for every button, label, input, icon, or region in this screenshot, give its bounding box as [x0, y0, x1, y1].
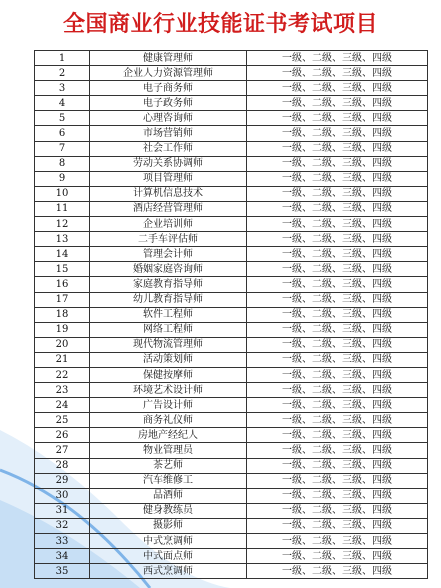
certificate-name: 茶艺师 [90, 458, 247, 473]
certificate-levels: 一级、二级、三级、四级 [247, 337, 428, 352]
certificate-levels: 一级、二级、三级、四级 [247, 156, 428, 171]
certificate-levels: 一级、二级、三级、四级 [247, 443, 428, 458]
table-row [35, 171, 428, 186]
certificate-name: 家庭教育指导师 [90, 277, 247, 292]
table-row [35, 111, 428, 126]
certificate-levels: 一级、二级、三级、四级 [247, 322, 428, 337]
row-number: 6 [35, 126, 90, 141]
table-row [35, 81, 428, 96]
certificate-name: 酒店经营管理师 [90, 201, 247, 216]
row-number: 13 [35, 232, 90, 247]
certificate-levels: 一级、二级、三级、四级 [247, 171, 428, 186]
table-row [35, 262, 428, 277]
certificate-name: 活动策划师 [90, 352, 247, 367]
row-number: 28 [35, 458, 90, 473]
certificate-name: 品酒师 [90, 488, 247, 503]
row-number: 34 [35, 549, 90, 564]
certificate-levels: 一级、二级、三级、四级 [247, 383, 428, 398]
certificate-levels: 一级、二级、三级、四级 [247, 398, 428, 413]
table-row [35, 217, 428, 232]
table-row [35, 367, 428, 382]
certificate-name: 市场营销师 [90, 126, 247, 141]
table-row [35, 473, 428, 488]
table-row [35, 383, 428, 398]
row-number: 30 [35, 488, 90, 503]
row-number: 31 [35, 503, 90, 518]
certificate-name: 婚姻家庭咨询师 [90, 262, 247, 277]
table-row [35, 307, 428, 322]
row-number: 24 [35, 398, 90, 413]
table-row [35, 337, 428, 352]
certificate-levels: 一级、二级、三级、四级 [247, 473, 428, 488]
row-number: 15 [35, 262, 90, 277]
certificate-name: 现代物流管理师 [90, 337, 247, 352]
certificate-levels: 一级、二级、三级、四级 [247, 518, 428, 533]
certificate-name: 保健按摩师 [90, 367, 247, 382]
certificate-name: 电子商务师 [90, 81, 247, 96]
certificate-table [34, 50, 428, 579]
row-number: 1 [35, 51, 90, 66]
table-row [35, 534, 428, 549]
certificate-table-body [35, 51, 428, 579]
certificate-levels: 一级、二级、三级、四级 [247, 277, 428, 292]
row-number: 3 [35, 81, 90, 96]
row-number: 29 [35, 473, 90, 488]
certificate-name: 企业人力资源管理师 [90, 66, 247, 81]
certificate-levels: 一级、二级、三级、四级 [247, 503, 428, 518]
table-row [35, 518, 428, 533]
table-row [35, 443, 428, 458]
table-row [35, 141, 428, 156]
table-row [35, 458, 428, 473]
table-row [35, 564, 428, 579]
table-row [35, 413, 428, 428]
certificate-name: 软件工程师 [90, 307, 247, 322]
certificate-name: 中式面点师 [90, 549, 247, 564]
certificate-name: 商务礼仪师 [90, 413, 247, 428]
row-number: 33 [35, 534, 90, 549]
certificate-name: 项目管理师 [90, 171, 247, 186]
table-row [35, 488, 428, 503]
certificate-levels: 一级、二级、三级、四级 [247, 96, 428, 111]
table-row [35, 51, 428, 66]
certificate-name: 汽车维修工 [90, 473, 247, 488]
row-number: 26 [35, 428, 90, 443]
row-number: 17 [35, 292, 90, 307]
certificate-name: 管理会计师 [90, 247, 247, 262]
row-number: 19 [35, 322, 90, 337]
certificate-levels: 一级、二级、三级、四级 [247, 262, 428, 277]
certificate-levels: 一级、二级、三级、四级 [247, 247, 428, 262]
certificate-name: 健身教练员 [90, 503, 247, 518]
certificate-levels: 一级、二级、三级、四级 [247, 217, 428, 232]
certificate-name: 企业培训师 [90, 217, 247, 232]
table-row [35, 292, 428, 307]
certificate-levels: 一级、二级、三级、四级 [247, 413, 428, 428]
table-row [35, 352, 428, 367]
certificate-levels: 一级、二级、三级、四级 [247, 126, 428, 141]
certificate-levels: 一级、二级、三级、四级 [247, 428, 428, 443]
row-number: 4 [35, 96, 90, 111]
table-row [35, 277, 428, 292]
table-row [35, 549, 428, 564]
certificate-name: 中式烹调师 [90, 534, 247, 549]
table-row [35, 201, 428, 216]
certificate-name: 网络工程师 [90, 322, 247, 337]
certificate-name: 健康管理师 [90, 51, 247, 66]
table-row [35, 156, 428, 171]
row-number: 9 [35, 171, 90, 186]
table-row [35, 96, 428, 111]
certificate-levels: 一级、二级、三级、四级 [247, 488, 428, 503]
certificate-levels: 一级、二级、三级、四级 [247, 564, 428, 579]
row-number: 20 [35, 337, 90, 352]
row-number: 35 [35, 564, 90, 579]
row-number: 22 [35, 367, 90, 382]
certificate-name: 房地产经纪人 [90, 428, 247, 443]
certificate-levels: 一级、二级、三级、四级 [247, 458, 428, 473]
certificate-levels: 一级、二级、三级、四级 [247, 352, 428, 367]
certificate-name: 心理咨询师 [90, 111, 247, 126]
row-number: 14 [35, 247, 90, 262]
certificate-levels: 一级、二级、三级、四级 [247, 232, 428, 247]
certificate-name: 电子政务师 [90, 96, 247, 111]
row-number: 10 [35, 186, 90, 201]
row-number: 11 [35, 201, 90, 216]
certificate-name: 摄影师 [90, 518, 247, 533]
row-number: 25 [35, 413, 90, 428]
row-number: 16 [35, 277, 90, 292]
certificate-levels: 一级、二级、三级、四级 [247, 201, 428, 216]
page-title: 全国商业行业技能证书考试项目 [62, 12, 378, 37]
certificate-levels: 一级、二级、三级、四级 [247, 141, 428, 156]
table-row [35, 126, 428, 141]
certificate-name: 环境艺术设计师 [90, 383, 247, 398]
row-number: 8 [35, 156, 90, 171]
row-number: 27 [35, 443, 90, 458]
table-row [35, 322, 428, 337]
certificate-levels: 一级、二级、三级、四级 [247, 51, 428, 66]
table-row [35, 428, 428, 443]
row-number: 5 [35, 111, 90, 126]
table-row [35, 398, 428, 413]
row-number: 12 [35, 217, 90, 232]
certificate-levels: 一级、二级、三级、四级 [247, 66, 428, 81]
row-number: 18 [35, 307, 90, 322]
row-number: 21 [35, 352, 90, 367]
row-number: 32 [35, 518, 90, 533]
certificate-name: 劳动关系协调师 [90, 156, 247, 171]
row-number: 23 [35, 383, 90, 398]
row-number: 2 [35, 66, 90, 81]
table-row [35, 232, 428, 247]
certificate-name: 物业管理员 [90, 443, 247, 458]
certificate-levels: 一级、二级、三级、四级 [247, 111, 428, 126]
certificate-levels: 一级、二级、三级、四级 [247, 549, 428, 564]
certificate-name: 二手车评估师 [90, 232, 247, 247]
certificate-levels: 一级、二级、三级、四级 [247, 81, 428, 96]
certificate-name: 幼儿教育指导师 [90, 292, 247, 307]
certificate-name: 广告设计师 [90, 398, 247, 413]
certificate-levels: 一级、二级、三级、四级 [247, 186, 428, 201]
certificate-levels: 一级、二级、三级、四级 [247, 307, 428, 322]
table-row [35, 186, 428, 201]
certificate-levels: 一级、二级、三级、四级 [247, 367, 428, 382]
row-number: 7 [35, 141, 90, 156]
table-row [35, 503, 428, 518]
certificate-levels: 一级、二级、三级、四级 [247, 534, 428, 549]
table-row [35, 247, 428, 262]
certificate-name: 社会工作师 [90, 141, 247, 156]
certificate-name: 西式烹调师 [90, 564, 247, 579]
table-row [35, 66, 428, 81]
certificate-name: 计算机信息技术 [90, 186, 247, 201]
certificate-levels: 一级、二级、三级、四级 [247, 292, 428, 307]
